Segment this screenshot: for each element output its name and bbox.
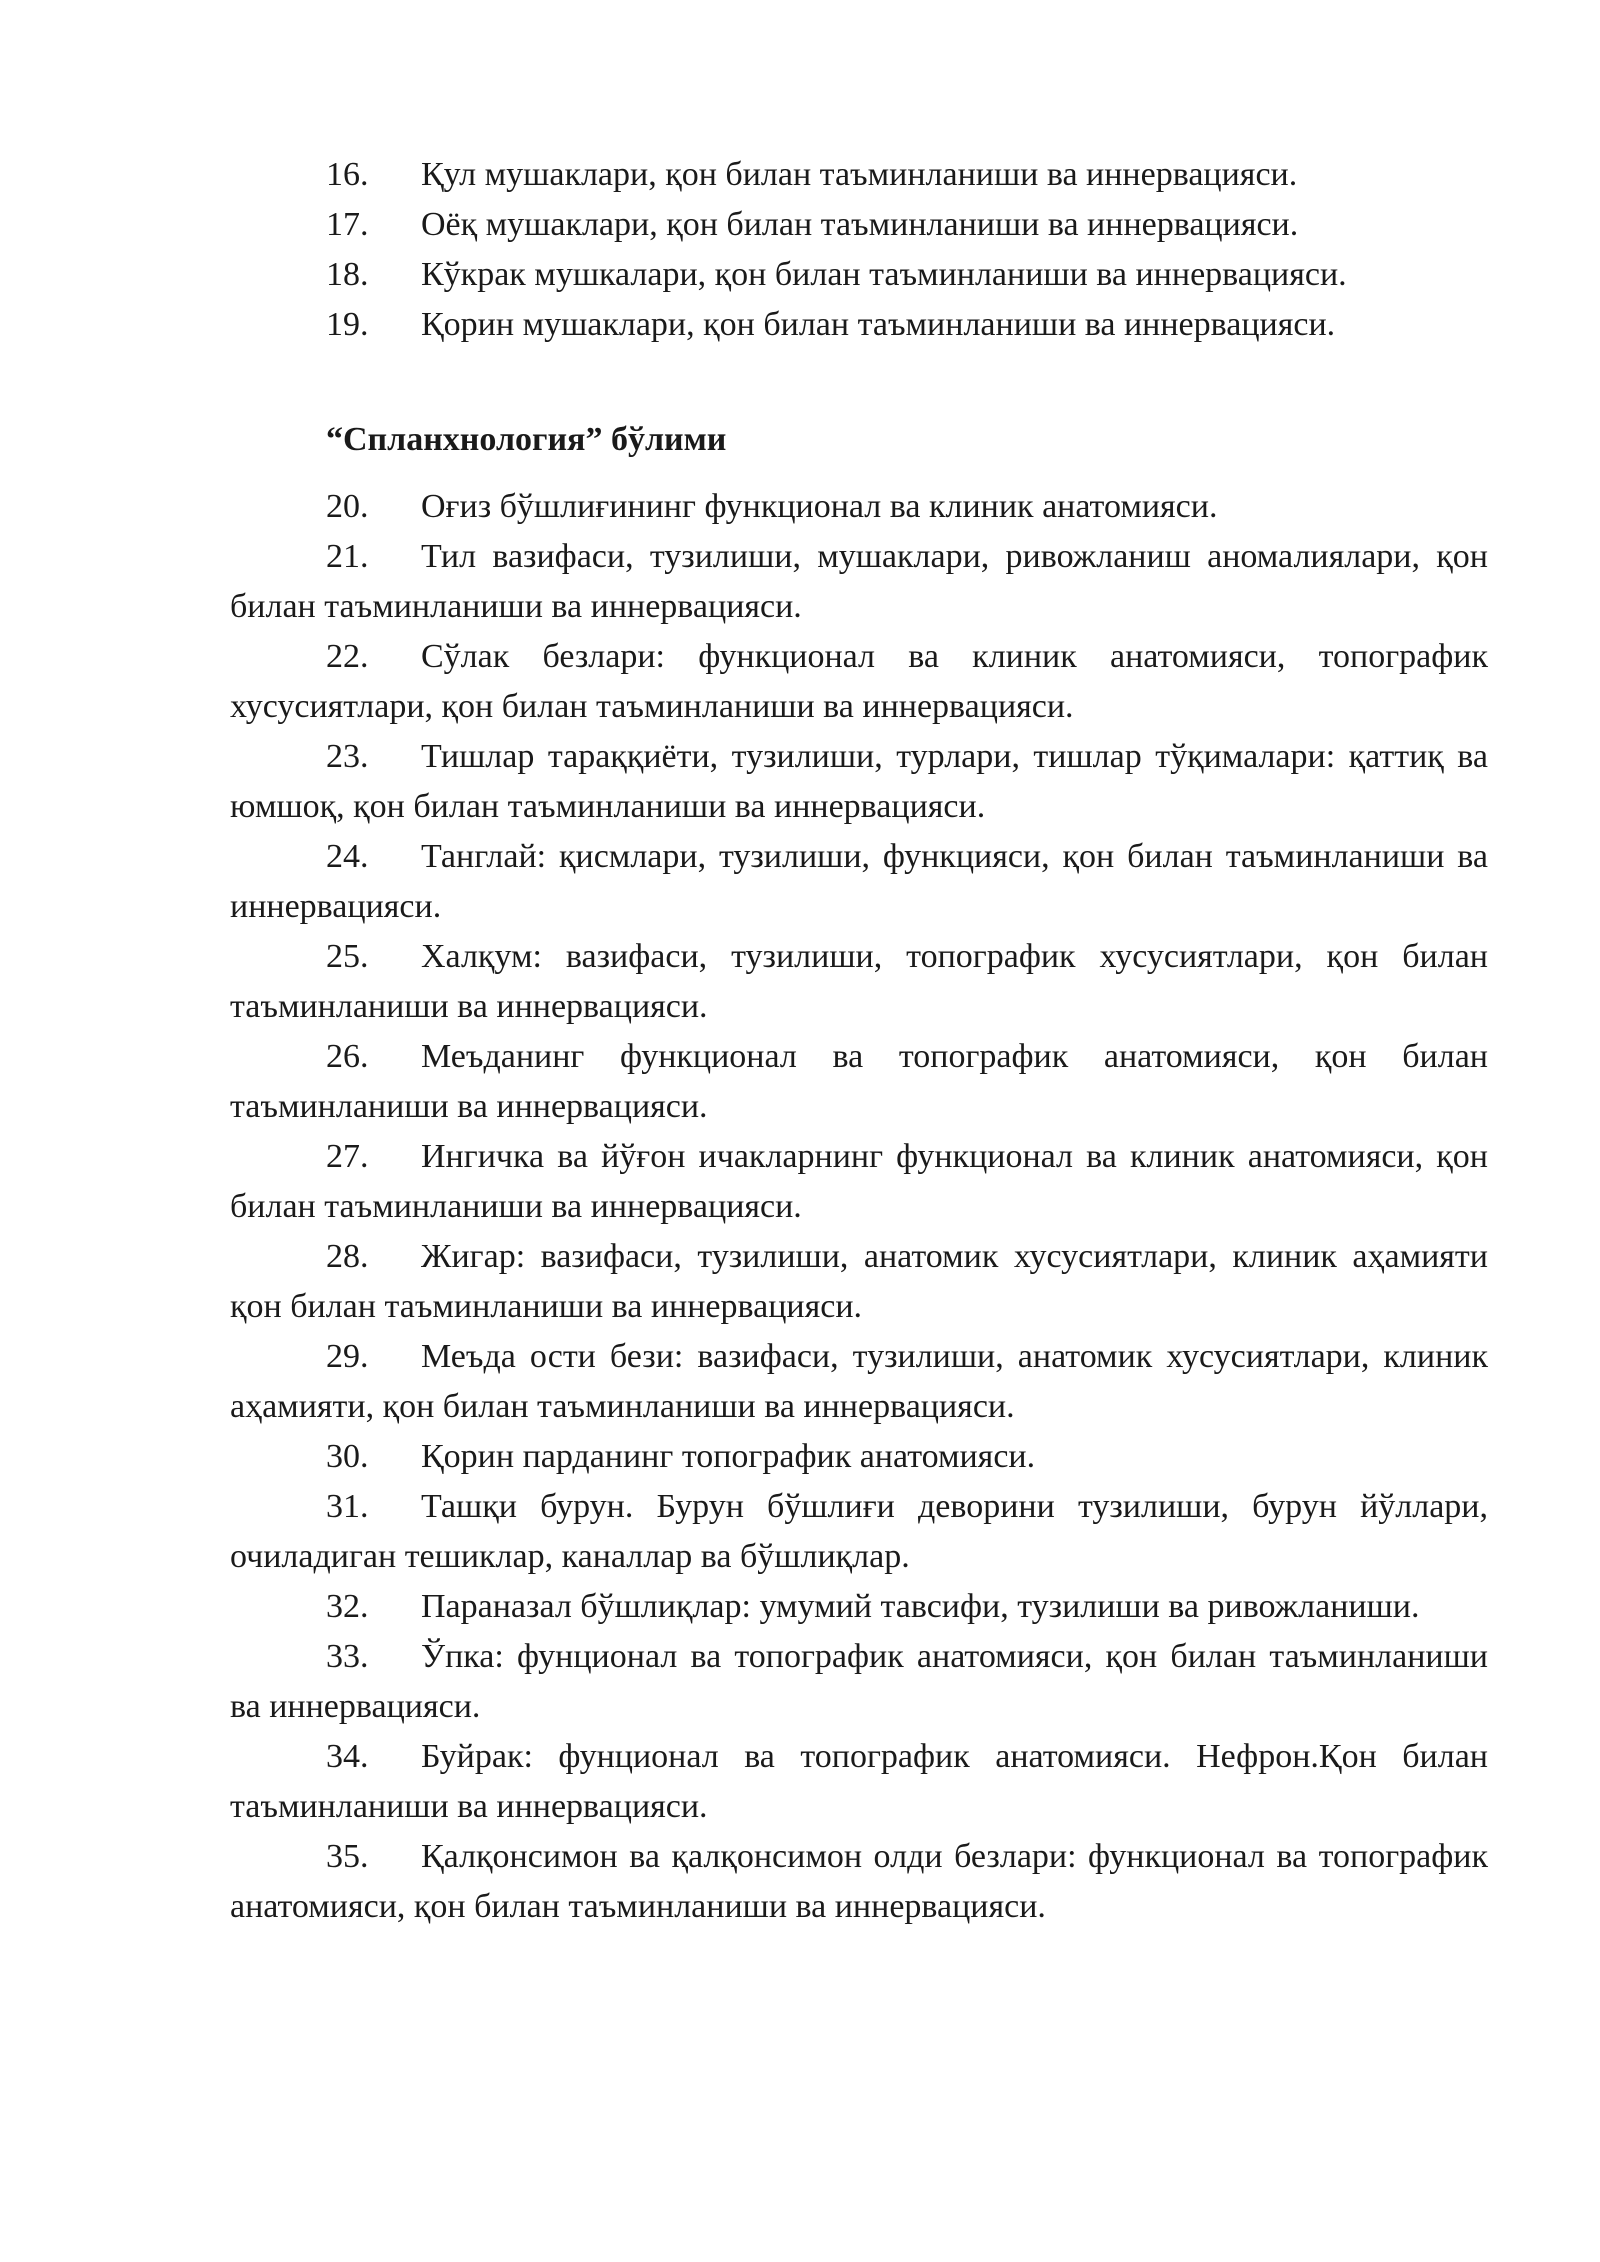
list-item xyxy=(230,200,1488,250)
item-number: 32. xyxy=(326,1588,369,1625)
list-item xyxy=(230,832,1488,932)
item-number: 29. xyxy=(326,1338,369,1375)
item-text: Қорин парданинг топографик анатомияси. xyxy=(421,1438,1036,1475)
item-number: 34. xyxy=(326,1738,369,1775)
item-text: Меъданинг функционал ва топографик анатомияси, қон билан таъминланиши ва иннервацияси. xyxy=(230,1038,1488,1125)
item-number: 16. xyxy=(326,156,369,193)
document-page xyxy=(230,150,1488,1932)
item-text: Қалқонсимон ва қалқонсимон олди безлари: функционал ва топографик анатомияси, қон билан таъминланиши ва иннервацияси. xyxy=(230,1838,1488,1925)
item-text: Халқум: вазифаси, тузилиши, топографик хусусиятлари, қон билан таъминланиши ва иннервацияси. xyxy=(230,938,1488,1025)
list-item xyxy=(230,1482,1488,1582)
list-item xyxy=(230,1732,1488,1832)
item-number: 20. xyxy=(326,488,369,525)
list-item xyxy=(230,1132,1488,1232)
item-text: Танглай: қисмлари, тузилиши, функцияси, қон билан таъминланиши ва иннервацияси. xyxy=(230,838,1488,925)
list-item xyxy=(230,732,1488,832)
list-item xyxy=(230,300,1488,350)
list-item xyxy=(230,1632,1488,1732)
item-number: 21. xyxy=(326,538,369,575)
item-text: Меъда ости бези: вазифаси, тузилиши, анатомик хусусиятлари, клиник аҳамияти, қон билан таъминланиши ва иннервацияси. xyxy=(230,1338,1488,1425)
item-number: 30. xyxy=(326,1438,369,1475)
item-number: 22. xyxy=(326,638,369,675)
item-text: Кўкрак мушкалари, қон билан таъминланиши ва иннервацияси. xyxy=(421,256,1347,293)
item-number: 18. xyxy=(326,256,369,293)
item-number: 17. xyxy=(326,206,369,243)
item-text: Оёқ мушаклари, қон билан таъминланиши ва иннервацияси. xyxy=(421,206,1299,243)
item-number: 23. xyxy=(326,738,369,775)
item-text: Қул мушаклари, қон билан таъминланиши ва иннервацияси. xyxy=(421,156,1298,193)
item-text: Қорин мушаклари, қон билан таъминланиши ва иннервацияси. xyxy=(421,306,1336,343)
list-item xyxy=(230,482,1488,532)
item-text: Ташқи бурун. Бурун бўшлиғи деворини тузилиши, бурун йўллари, очиладиган тешиклар, каналлар ва бўшлиқлар. xyxy=(230,1488,1488,1575)
item-text: Буйрак: фунционал ва топографик анатомияси. Нефрон.Қон билан таъминланиши ва иннервацияси. xyxy=(230,1738,1488,1825)
list-top xyxy=(230,150,1488,350)
item-number: 24. xyxy=(326,838,369,875)
item-number: 26. xyxy=(326,1038,369,1075)
item-number: 31. xyxy=(326,1488,369,1525)
section-heading: “Спланхнология” бўлими xyxy=(326,421,727,458)
item-text: Параназал бўшлиқлар: умумий тавсифи, тузилиши ва ривожланиши. xyxy=(421,1588,1420,1625)
item-text: Тишлар тараққиёти, тузилиши, турлари, тишлар тўқималари: қаттиқ ва юмшоқ, қон билан таъминланиши ва иннервацияси. xyxy=(230,738,1488,825)
item-number: 27. xyxy=(326,1138,369,1175)
list-item xyxy=(230,1332,1488,1432)
list-item xyxy=(230,532,1488,632)
list-item xyxy=(230,1582,1488,1632)
item-text: Оғиз бўшлиғининг функционал ва клиник анатомияси. xyxy=(421,488,1218,525)
list-item xyxy=(230,1032,1488,1132)
item-number: 25. xyxy=(326,938,369,975)
item-number: 28. xyxy=(326,1238,369,1275)
item-text: Жигар: вазифаси, тузилиши, анатомик хусусиятлари, клиник аҳамияти қон билан таъминланиши ва иннервацияси. xyxy=(230,1238,1488,1325)
item-text: Сўлак безлари: функционал ва клиник анатомияси, топографик хусусиятлари, қон билан таъминланиши ва иннервацияси. xyxy=(230,638,1488,725)
item-text: Тил вазифаси, тузилиши, мушаклари, ривожланиш аномалиялари, қон билан таъминланиши ва иннервацияси. xyxy=(230,538,1488,625)
list-item xyxy=(230,250,1488,300)
item-number: 35. xyxy=(326,1838,369,1875)
list-item xyxy=(230,150,1488,200)
list-section xyxy=(230,482,1488,1932)
list-item xyxy=(230,932,1488,1032)
list-item xyxy=(230,632,1488,732)
list-item xyxy=(230,1432,1488,1482)
item-number: 33. xyxy=(326,1638,369,1675)
item-text: Ўпка: фунционал ва топографик анатомияси, қон билан таъминланиши ва иннервацияси. xyxy=(230,1638,1488,1725)
item-number: 19. xyxy=(326,306,369,343)
item-text: Ингичка ва йўғон ичакларнинг функционал ва клиник анатомияси, қон билан таъминланиши ва иннервацияси. xyxy=(230,1138,1488,1225)
list-item xyxy=(230,1232,1488,1332)
list-item xyxy=(230,1832,1488,1932)
